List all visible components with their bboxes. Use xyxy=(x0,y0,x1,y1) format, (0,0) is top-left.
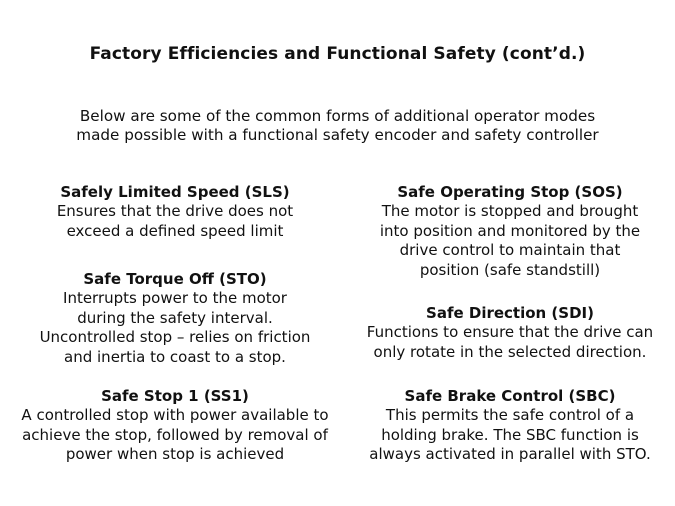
sto-block xyxy=(4,270,346,367)
subtitle-line: Below are some of the common forms of additional operator modes xyxy=(79,107,596,125)
sos-text-line: drive control to maintain that xyxy=(399,241,621,260)
subtitle xyxy=(0,107,675,145)
sto-text-line: Interrupts power to the motor xyxy=(63,289,287,308)
sto-text-line: and inertia to coast to a stop. xyxy=(64,347,286,366)
sls-text-line: Ensures that the drive does not xyxy=(56,202,294,221)
sos-text-line: position (safe standstill) xyxy=(419,260,601,279)
sdi-block xyxy=(340,304,675,362)
page-title: Factory Efficiencies and Functional Safety (cont’d.) xyxy=(89,44,586,64)
ss1-text-line: A controlled stop with power available to xyxy=(21,406,329,425)
sos-heading: Safe Operating Stop (SOS) xyxy=(397,183,623,201)
sdi-text-line: Functions to ensure that the drive can xyxy=(366,323,654,342)
sto-text-line: during the safety interval. xyxy=(77,308,273,327)
sbc-text-line: always activated in parallel with STO. xyxy=(369,445,651,464)
sdi-heading: Safe Direction (SDI) xyxy=(426,304,594,322)
sdi-text-line: only rotate in the selected direction. xyxy=(373,342,647,361)
sto-heading: Safe Torque Off (STO) xyxy=(83,270,267,288)
ss1-block xyxy=(4,387,346,465)
sbc-heading: Safe Brake Control (SBC) xyxy=(404,387,616,405)
sbc-text-line: This permits the safe control of a xyxy=(385,406,635,425)
sls-text-line: exceed a defined speed limit xyxy=(66,221,284,240)
sls-heading: Safely Limited Speed (SLS) xyxy=(60,183,290,201)
ss1-heading: Safe Stop 1 (SS1) xyxy=(101,387,249,405)
sos-text-line: into position and monitored by the xyxy=(379,221,641,240)
sbc-block xyxy=(340,387,675,465)
sls-block xyxy=(4,183,346,241)
ss1-text-line: achieve the stop, followed by removal of xyxy=(22,425,328,444)
sbc-text-line: holding brake. The SBC function is xyxy=(381,425,639,444)
sto-text-line: Uncontrolled stop – relies on friction xyxy=(39,328,311,347)
subtitle-line: made possible with a functional safety encoder and safety controller xyxy=(76,126,599,144)
sos-block xyxy=(340,183,675,280)
sos-text-line: The motor is stopped and brought xyxy=(381,202,639,221)
ss1-text-line: power when stop is achieved xyxy=(65,445,285,464)
